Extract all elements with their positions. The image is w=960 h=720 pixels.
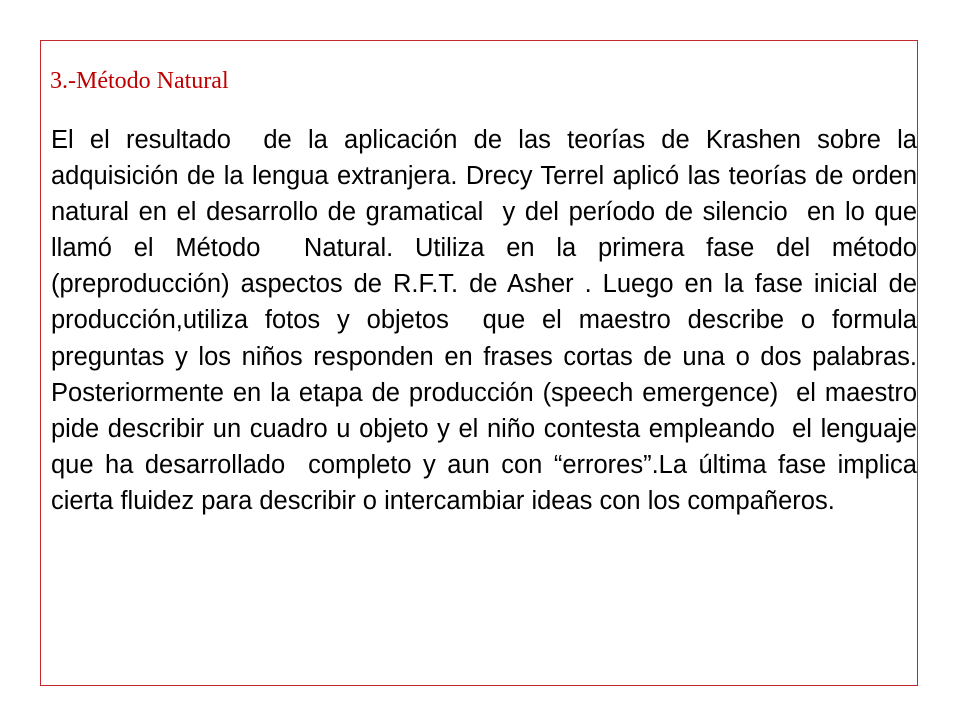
slide-heading: 3.-Método Natural <box>50 68 229 94</box>
body-paragraph: El el resultado de la aplicación de las teorías de Krashen sobre la adquisición de la lengua extranjera. Drecy Terrel aplicó las teorías de orden natural en el desarrollo de gramatical y del período de silencio en lo que llamó el Método Natural. Utiliza en la primera fase del método (preproducción) aspectos de R.F.T. de Asher . Luego en la fase inicial de producción,utiliza fotos y objetos que el maestro describe o formula preguntas y los niños responden en frases cortas de una o dos palabras. Posteriormente en la etapa de producción (speech emergence) el maestro pide describir un cuadro u objeto y el niño contesta empleando el lenguaje que ha desarrollado completo y aun con “errores”.La última fase implica cierta fluidez para describir o intercambiar ideas con los compañeros. <box>51 126 932 515</box>
